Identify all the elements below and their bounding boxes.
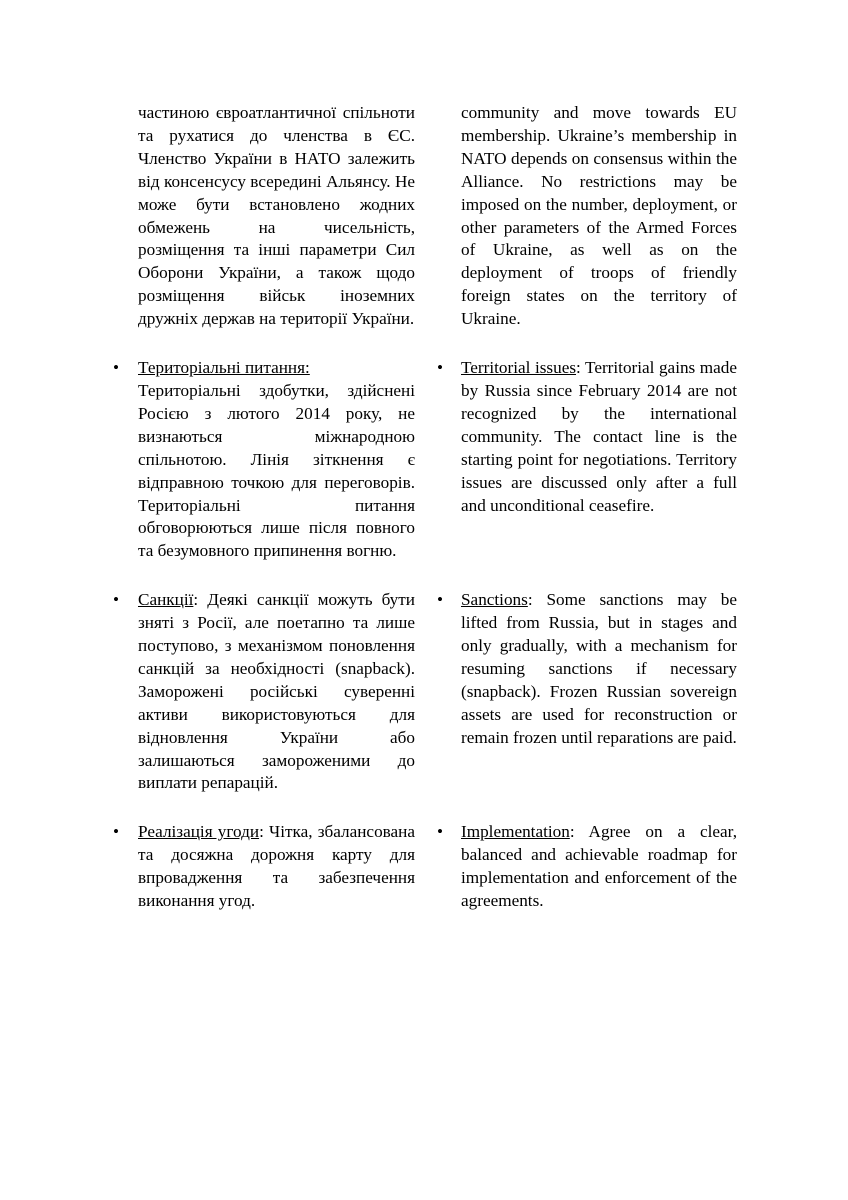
list-item-text-en xyxy=(461,589,737,749)
two-column-bilingual-content xyxy=(113,102,737,939)
item-heading: Реалізація угоди xyxy=(138,822,260,842)
item-heading: Територіальні питання: xyxy=(138,358,310,378)
list-item-uk xyxy=(113,589,415,795)
bullet-icon: • xyxy=(437,822,444,842)
bullet-icon: • xyxy=(437,590,444,610)
list-item-en xyxy=(437,821,737,913)
item-body: Some sanctions may be lifted from Russia, but in stages and only gradually, with a mechanism for resuming sanctions if necessary (snapback). Frozen Russian sovereign assets are used for reconstruction or remain frozen until reparations are paid. xyxy=(461,590,737,747)
list-item-text-uk xyxy=(138,821,415,913)
list-item-text-en xyxy=(461,821,737,913)
item-body: Деякі санкції можуть бути зняті з Росії, але поетапно та лише поступово, з механізмом поновлення санкцій за необхідності (snapback). Заморожені російські суверенні активи використовуються для відновлення України або залишаються замороженими до виплати репарацій. xyxy=(138,590,415,793)
item-separator: : xyxy=(193,590,208,610)
item-body: Territorial gains made by Russia since February 2014 are not recognized by the international community. The contact line is the starting point for negotiations. Territory issues are discussed only after a full and unconditional ceasefire. xyxy=(461,358,737,515)
list-item-uk xyxy=(113,821,415,913)
item-separator: : xyxy=(259,822,270,842)
list-item-uk xyxy=(113,357,415,563)
item-heading: Territorial issues xyxy=(461,358,577,378)
paragraph-en xyxy=(437,102,737,331)
bullet-icon: • xyxy=(113,590,120,610)
item-heading: Implementation xyxy=(461,822,570,842)
item-body: Територіальні здобутки, здійснені Росією з лютого 2014 року, не визнаються міжнародною спільнотою. Лінія зіткнення є відправною точкою для переговорів. Територіальні питання обговорюються лише після повного та безумовного припинення вогню. xyxy=(138,380,415,561)
item-body: частиною євроатлантичної спільноти та рухатися до членства в ЄС. Членство України в НАТО залежить від консенсусу всередині Альянсу. Не може бути встановлено жодних обмежень на чисельність, розміщення та інші параметри Сил Оборони України, а також щодо розміщення військ іноземних дружніх держав на території України. xyxy=(138,103,415,329)
section-territorial xyxy=(113,357,737,563)
list-item-text-uk xyxy=(138,357,415,563)
paragraph-body-en xyxy=(461,102,737,331)
item-separator: : xyxy=(576,358,586,378)
bullet-icon: • xyxy=(437,358,444,378)
list-item-en xyxy=(437,357,737,563)
item-heading: Sanctions xyxy=(461,590,528,610)
item-heading: Санкції xyxy=(138,590,194,610)
bullet-icon: • xyxy=(113,358,120,378)
item-separator: : xyxy=(527,590,547,610)
bullet-icon: • xyxy=(113,822,120,842)
paragraph-body-uk xyxy=(138,102,415,331)
list-item-text-uk xyxy=(138,589,415,795)
item-body: Agree on a clear, balanced and achievable roadmap for implementation and enforcement of the agreements. xyxy=(461,822,738,911)
section-sanctions xyxy=(113,589,737,795)
list-item-en xyxy=(437,589,737,795)
item-body: Чітка, збалансована та досяжна дорожня карту для впровадження та забезпечення виконання угод. xyxy=(138,822,416,911)
paragraph-uk xyxy=(113,102,415,331)
section-implementation xyxy=(113,821,737,913)
list-item-text-en xyxy=(461,357,737,517)
item-separator: : xyxy=(569,822,589,842)
section-membership-continuation xyxy=(113,102,737,331)
item-body: community and move towards EU membership. Ukraine’s membership in NATO depends on consensus within the Alliance. No restrictions may be imposed on the number, deployment, or other parameters of the Armed Forces of Ukraine, as well as on the deployment of troops of friendly foreign states on the territory of Ukraine. xyxy=(461,103,737,329)
